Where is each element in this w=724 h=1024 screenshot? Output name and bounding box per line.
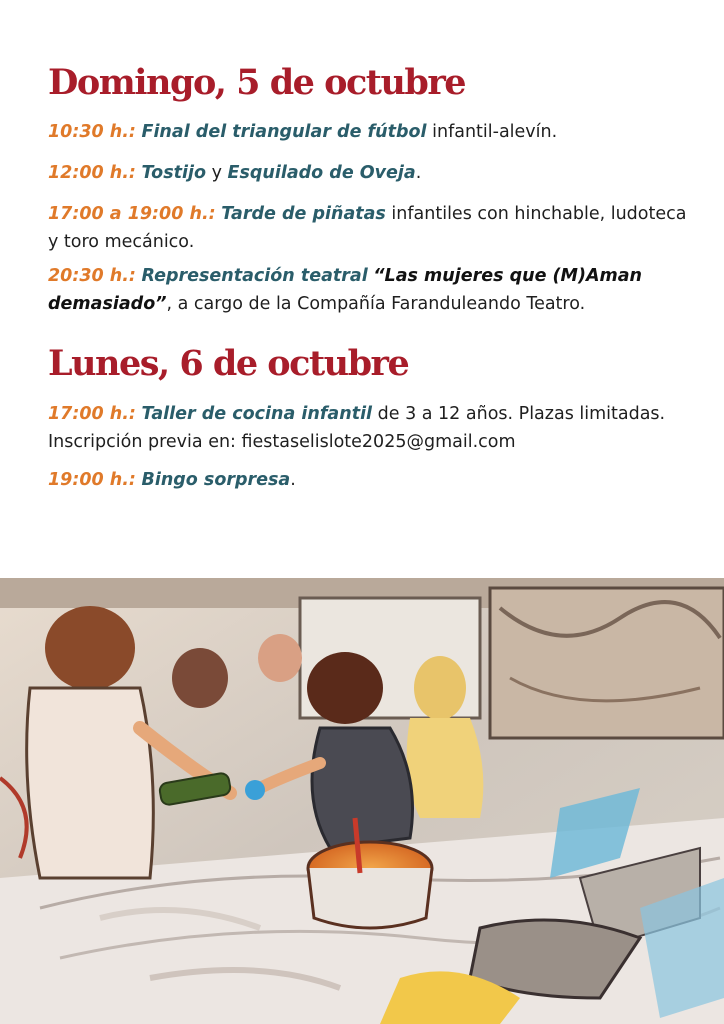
event-time: 20:30 h.:: [48, 266, 136, 286]
event-time: 12:00 h.:: [48, 163, 136, 183]
event-activity: Representación teatral: [141, 266, 368, 286]
event-detail: de 3 a 12 años. Plazas limitadas. Inscripción previa en: fiestaselislote2025@gmail.com: [48, 404, 666, 452]
event-activity: Final del triangular de fútbol: [141, 122, 427, 142]
event-monday-2: [48, 466, 688, 494]
event-sunday-1: [48, 118, 688, 146]
event-sunday-2: [48, 159, 688, 187]
event-detail: infantil-alevín.: [426, 122, 558, 142]
event-monday-1: [48, 400, 688, 456]
event-detail: .: [290, 470, 296, 490]
event-time: 17:00 a 19:00 h.:: [48, 204, 216, 224]
event-detail: .: [415, 163, 422, 183]
event-time: 10:30 h.:: [48, 122, 136, 142]
event-activity: Tarde de piñatas: [221, 204, 386, 224]
day-title-monday: Lunes, 6 de octubre: [48, 343, 409, 384]
illustration-svg: [0, 578, 724, 1024]
event-sunday-4: [48, 262, 688, 318]
event-activity: Bingo sorpresa: [141, 470, 291, 490]
event-detail: infantiles con hinchable, ludoteca y toro mecánico.: [48, 204, 687, 252]
event-time: 19:00 h.:: [48, 470, 136, 490]
event-sunday-3: [48, 200, 688, 256]
event-activity-2: Esquilado de Oveja: [227, 163, 416, 183]
event-detail: , a cargo de la Compañía Faranduleando Teatro.: [166, 294, 586, 314]
event-activity: Tostijo: [141, 163, 206, 183]
event-play-title: “Las mujeres que (M)Aman demasiado”: [48, 266, 642, 314]
event-connector: y: [206, 163, 228, 183]
event-activity: Taller de cocina infantil: [141, 404, 373, 424]
event-time: 17:00 h.:: [48, 404, 136, 424]
cooking-workshop-illustration: [0, 578, 724, 1024]
day-title-sunday: Domingo, 5 de octubre: [48, 62, 466, 103]
